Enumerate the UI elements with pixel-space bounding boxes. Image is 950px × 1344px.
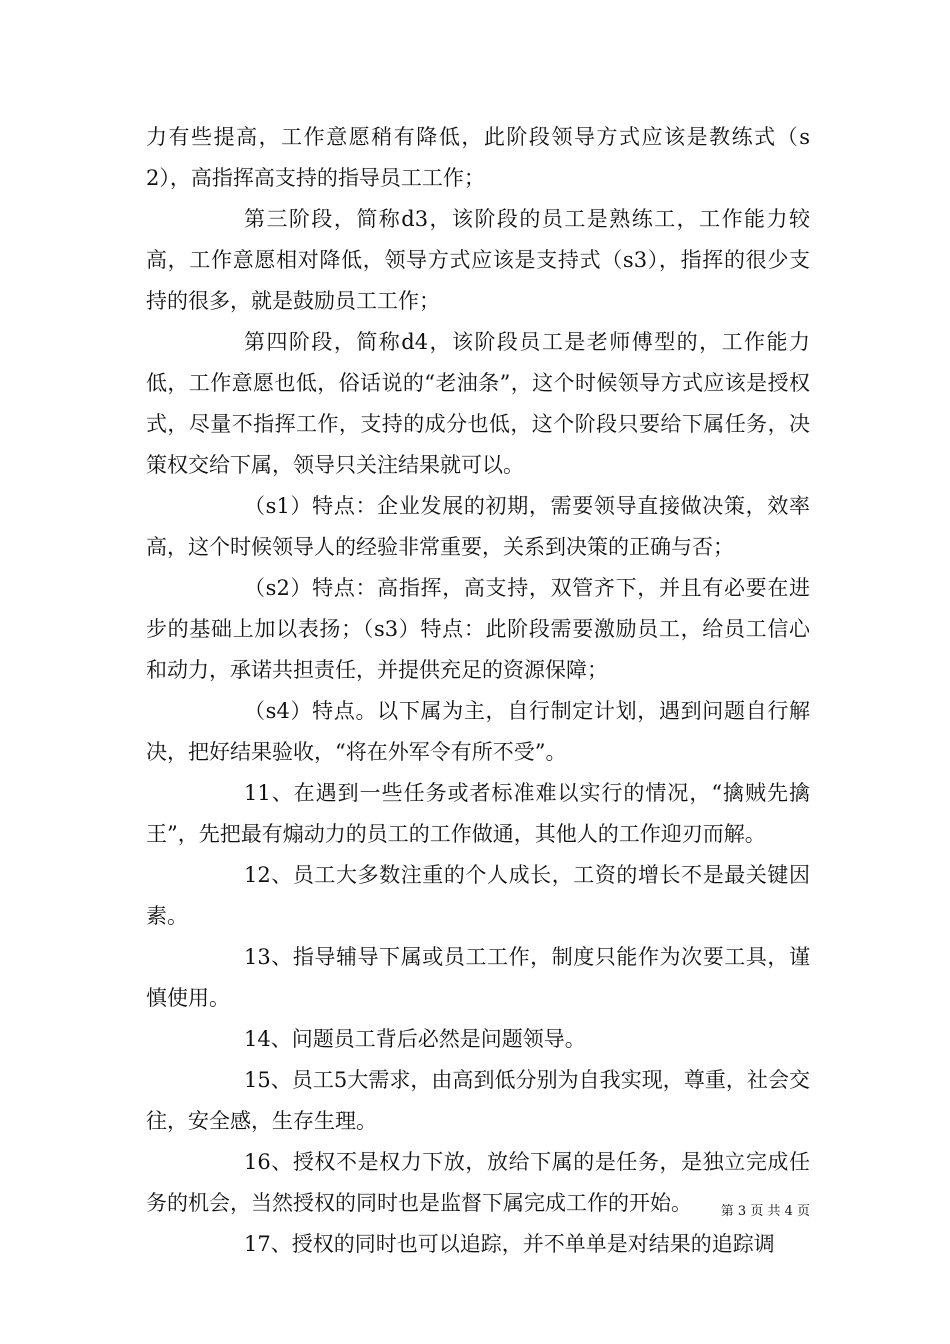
page-footer <box>660 1203 810 1221</box>
paragraph-6: （s4）特点。以下属为主，自行制定计划，遇到问题自行解决，把好结果验收，“将在外军令有所不受”。 <box>146 699 810 764</box>
paragraph-9: 13、指导辅导下属或员工工作，制度只能作为次要工具，谨慎使用。 <box>146 945 810 1010</box>
document-body <box>146 117 810 1265</box>
paragraph-7: 11、在遇到一些任务或者标准难以实行的情况，“擒贼先擒王”，先把最有煽动力的员工的工作做通，其他人的工作迎刃而解。 <box>146 781 810 846</box>
paragraph-5: （s2）特点：高指挥，高支持，双管齐下，并且有必要在进步的基础上加以表扬；（s3）特点：此阶段需要激励员工，给员工信心和动力，承诺共担责任，并提供充足的资源保障； <box>146 576 810 682</box>
paragraph-12: 16、授权不是权力下放，放给下属的是任务，是独立完成任务的机会，当然授权的同时也是监督下属完成工作的开始。 <box>146 1150 810 1215</box>
paragraph-1: 力有些提高，工作意愿稍有降低，此阶段领导方式应该是教练式（s2），高指挥高支持的指导员工工作； <box>146 125 810 190</box>
paragraph-2: 第三阶段，简称d3，该阶段的员工是熟练工，工作能力较高，工作意愿相对降低，领导方式应该是支持式（s3），指挥的很少支持的很多，就是鼓励员工工作； <box>146 207 810 313</box>
page-number: 第 3 页 共 4 页 <box>720 1204 810 1219</box>
paragraph-13: 17、授权的同时也可以追踪，并不单单是对结果的追踪调 <box>244 1232 775 1256</box>
paragraph-3: 第四阶段，简称d4，该阶段员工是老师傅型的，工作能力低，工作意愿也低，俗话说的“老油条”，这个时候领导方式应该是授权式，尽量不指挥工作，支持的成分也低，这个阶段只要给下属任务，决策权交给下属，领导只关注结果就可以。 <box>146 330 810 477</box>
paragraph-10: 14、问题员工背后必然是问题领导。 <box>244 1027 586 1051</box>
paragraph-11: 15、员工5大需求，由高到低分别为自我实现，尊重，社会交往，安全感，生存生理。 <box>146 1068 810 1133</box>
paragraph-8: 12、员工大多数注重的个人成长，工资的增长不是最关键因素。 <box>146 863 810 928</box>
paragraph-4: （s1）特点：企业发展的初期，需要领导直接做决策，效率高，这个时候领导人的经验非常重要，关系到决策的正确与否； <box>146 494 810 559</box>
